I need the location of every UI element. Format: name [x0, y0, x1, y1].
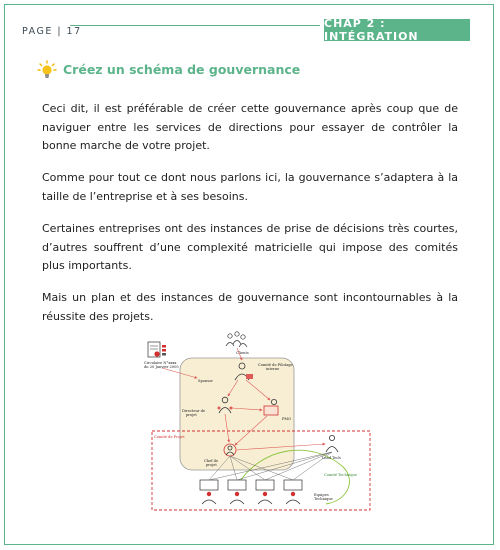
lightbulb-icon [37, 60, 57, 80]
steering-internal-label: interne [266, 367, 280, 371]
circular-label: Circulaire N°xxxx [144, 361, 177, 365]
steering-committee-label: Comité de Pilotage [258, 363, 293, 367]
pmo-label: PMO [282, 417, 292, 421]
lead-tech-label: Lead Tech [322, 456, 341, 460]
section-title: Créez un schéma de gouvernance [63, 62, 301, 77]
governance-diagram [142, 328, 374, 520]
header-rule [70, 25, 320, 26]
circular-document-icon [148, 342, 166, 357]
team-desks-icon [200, 480, 302, 504]
teams-label: Equipes [314, 493, 329, 497]
director-project-label: projet [186, 413, 197, 417]
paragraph-3: Certaines entreprises ont des instances de prise de décisions très courtes, d’autres souffrent d’une complexité matricielle qui impose des comités plus importants. [42, 222, 458, 272]
project-manager-project-label: projet [206, 463, 217, 467]
sponsor-label: Sponsor [198, 379, 213, 383]
teams-tech-label: Technique [314, 497, 333, 501]
project-manager-label: Chef de [204, 459, 219, 463]
chapter-badge: CHAP 2 : INTÉGRATION [324, 19, 470, 41]
paragraph-2: Comme pour tout ce dont nous parlons ici, la gouvernance s’adaptera à la taille de l’entreprise et à ses besoins. [42, 171, 458, 203]
circular-date-label: du 20 Janvier 2005 [144, 365, 179, 369]
clients-icon [226, 332, 247, 347]
page-number: PAGE | 17 [22, 26, 82, 37]
clients-label: Clients [236, 351, 249, 355]
director-label: Directeur de [182, 409, 206, 413]
paragraph-1: Ceci dit, il est préférable de créer cette gouvernance après coup que de naviguer entre les services de directions pour essayer de contrôler la bonne marche de votre projet. [42, 102, 458, 152]
paragraph-4: Mais un plan et des instances de gouvernance sont incontournables à la réussite des projets. [42, 291, 458, 323]
lead-tech-icon [326, 435, 338, 452]
project-committee-label: Comité de Projet [154, 435, 185, 439]
tech-committee-label: Comité Technique [324, 473, 357, 477]
